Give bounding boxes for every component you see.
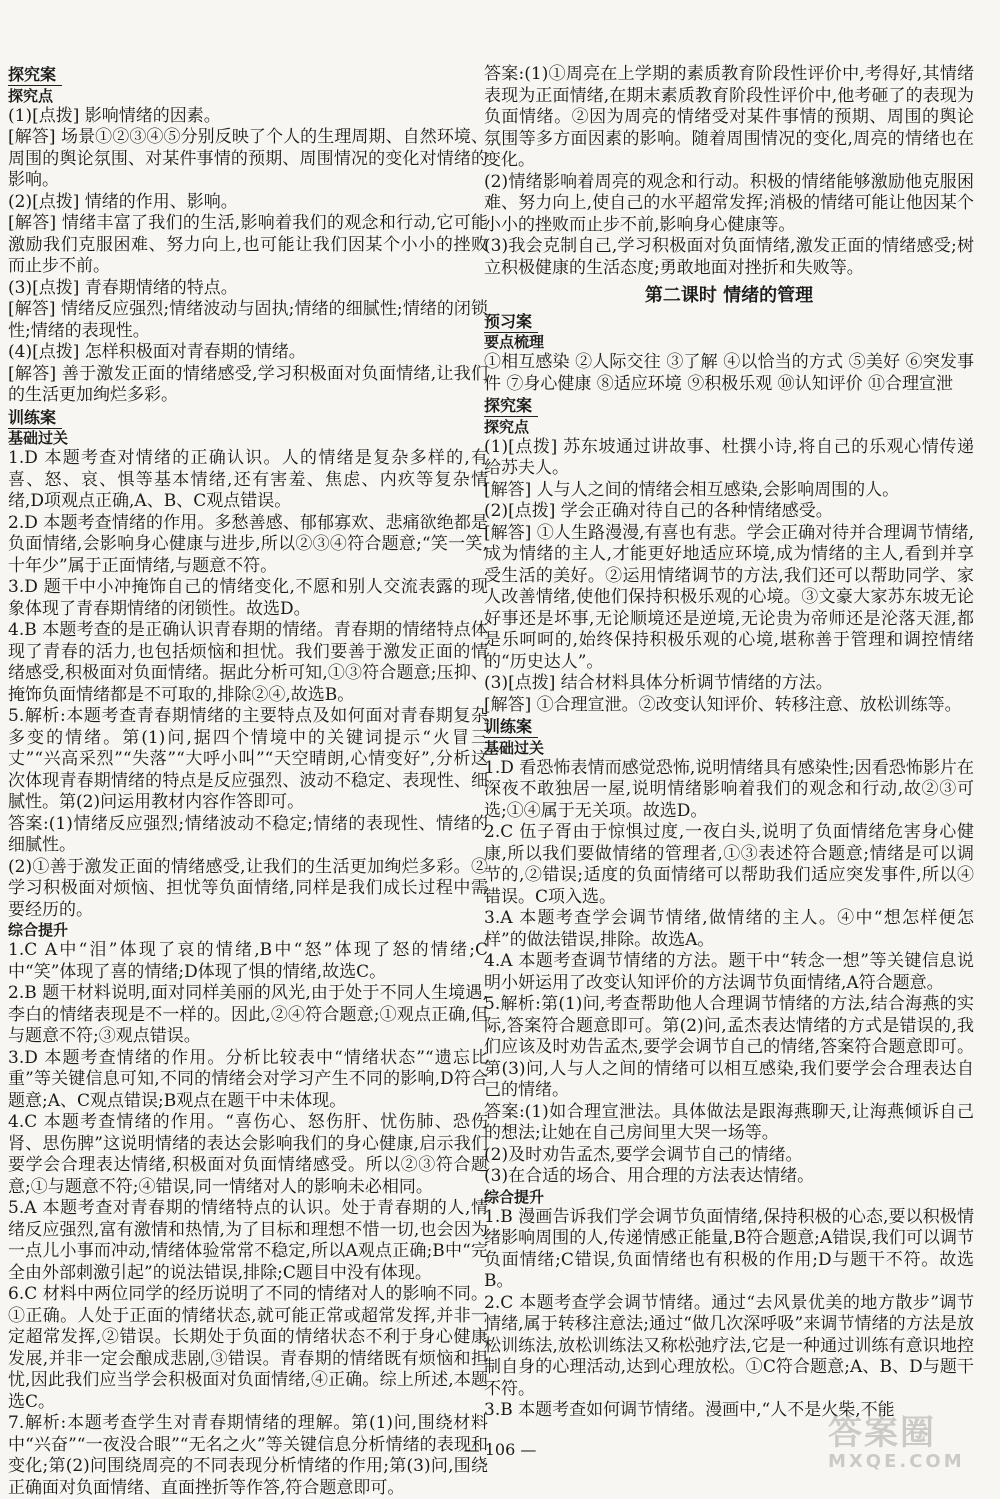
paragraph: 2.D 本题考查情绪的作用。多愁善感、郁郁寡欢、悲痛欲绝都是负面情绪,会影响身心健康与进步,所以②③④符合题意;“笑一笑,十年少”属于正面情绪,与题意不符。 (8, 512, 488, 576)
paragraph: 3.D 本题考查情绪的作用。分析比较表中“情绪状态”“遗忘比重”等关键信息可知,不同的情绪会对学习产生不同的影响,D符合题意;A、C观点错误;B观点在题干中未体现。 (8, 1047, 488, 1111)
paragraph: (3)[点拨] 青春期情绪的特点。 (8, 277, 238, 298)
paragraph: [解答] ①合理宣泄。②改变认知评价、转移注意、放松训练等。 (484, 694, 962, 715)
paragraph: [解答] 情绪反应强烈;情绪波动与固执;情绪的细腻性;情绪的闭锁性;情绪的表现性。 (8, 299, 488, 341)
paragraph: [解答] 善于激发正面的情绪感受,学习积极面对负面情绪,让我们的生活更加绚烂多彩。 (8, 363, 488, 405)
paragraph: (2)及时劝告孟杰,要学会调节自己的情绪。 (484, 1144, 803, 1165)
watermark-logo (828, 1415, 988, 1477)
paragraph: 1.C A中“泪”体现了哀的情绪,B中“怒”体现了怒的情绪;C中“笑”体现了喜的情绪;D体现了惧的情绪,故选C。 (8, 940, 488, 982)
subsection-heading: 综合提升 (8, 921, 69, 939)
paragraph: 4.B 本题考查的是正确认识青春期的情绪。青春期的情绪特点体现了青春的活力,也包括烦恼和担忧。我们要善于激发正面的情绪感受,积极面对负面情绪。据此分析可知,①③符合题意;压抑、掩饰负面情绪都是不可取的,排除②④,故选B。 (8, 620, 488, 705)
paragraph: 2.C 本题考查学会调节情绪。通过“去风景优美的地方散步”调节情绪,属于转移注意法;通过“做几次深呼吸”来调节情绪的方法是放松训练法,放松训练法又称松弛疗法,它是一种通过训练有意识地控制自身的心理活动,达到心理放松。①C符合题意;A、B、D与题干不符。 (484, 1292, 974, 1399)
paragraph: [解答] 情绪丰富了我们的生活,影响着我们的观念和行动,它可能激励我们克服困难、努力向上,也可能让我们因某个小小的挫败而止步不前。 (8, 213, 488, 276)
subsection-heading: 基础过关 (484, 738, 545, 757)
section-heading: 探究案 (8, 65, 62, 86)
paragraph: [解答] ①人生路漫漫,有喜也有悲。学会正确对待并合理调节情绪,成为情绪的主人,才能更好地适应环境,成为情绪的主人,看到并享受生活的美好。②运用情绪调节的方法,我们还可以帮助同学、家人改善情绪,使他们保持积极乐观的心境。③文豪大家苏东坡无论好事还是坏事,无论顺境还是逆境,无论贵为帝师还是沦落天涯,都是乐呵呵的,始终保持积极乐观的心境,堪称善于管理和调控情绪的“历史达人”。 (484, 522, 974, 672)
right-column (484, 64, 974, 1422)
subsection-heading: 探究点 (8, 86, 54, 105)
left-column (8, 64, 488, 1499)
paragraph: 4.A 本题考查调节情绪的方法。题干中“转念一想”等关键信息说明小妍运用了改变认知评价的方法调节负面情绪,A符合题意。 (484, 951, 974, 993)
paragraph: (3)我会克制自己,学习积极面对负面情绪,激发正面的情绪感受;树立积极健康的生活态度;勇敢地面对挫折和失败等。 (484, 236, 974, 278)
paragraph: 2.B 题干材料说明,面对同样美丽的风光,由于处于不同人生境遇,李白的情绪表现是不一样的。因此,②④符合题意;①观点正确,但与题意不符;③观点错误。 (8, 983, 488, 1046)
section-heading: 训练案 (8, 408, 62, 429)
paragraph: 3.B 本题考查如何调节情绪。漫画中,“人不是火柴,不能 (484, 1400, 895, 1420)
paragraph: [解答] 场景①②③④⑤分别反映了个人的生理周期、自然环境、周围的舆论氛围、对某件事情的预期、周围情况的变化对情绪的影响。 (8, 127, 488, 190)
watermark-url: MXQE.COM (828, 1451, 965, 1472)
paragraph: 6.C 材料中两位同学的经历说明了不同的情绪对人的影响不同。①正确。人处于正面的情绪状态,就可能正常或超常发挥,并非一定超常发挥,②错误。长期处于负面的情绪状态不利于身心健康发展,并非一定会酿成悲剧,③错误。青春期的情绪既有烦恼和担忧,因此我们应当学会积极面对负面情绪,④正确。综上所述,本题选C。 (8, 1284, 488, 1412)
section-heading: 训练案 (484, 717, 538, 738)
paragraph: 5.A 本题考查对青春期的情绪特点的认识。处于青春期的人,情绪反应强烈,富有激情和热情,为了目标和理想不惜一切,也会因为一点儿小事而冲动,情绪体验常常不稳定,所以A观点正确;B中“完全由外部刺激引起”的说法错误,排除;C题目中没有体现。 (8, 1198, 488, 1283)
watermark-text: 答案圈 (828, 1413, 936, 1453)
section-heading: 探究案 (484, 396, 538, 417)
page-number: — 106 — (463, 1440, 537, 1459)
lesson-title: 第二课时 情绪的管理 (644, 285, 814, 306)
paragraph: (1)[点拨] 影响情绪的因素。 (8, 105, 221, 126)
paragraph: 1.B 漫画告诉我们学会调节负面情绪,保持积极的心态,要以积极情绪影响周围的人,传递情感正能量,B符合题意;A错误,我们可以调节负面情绪;C错误,负面情绪也有积极的作用;D与题干不符。故选B。 (484, 1206, 974, 1291)
paragraph: 5.解析:第(1)问,考查帮助他人合理调节情绪的方法,结合海燕的实际,答案符合题意即可。第(2)问,孟杰表达情绪的方式是错误的,我们应该及时劝告孟杰,要学会调节自己的情绪,答案符合题意即可。第(3)问,人与人之间的情绪可以相互感染,我们要学会合理表达自己的情绪。 (484, 994, 974, 1100)
paragraph: (2)①善于激发正面的情绪感受,让我们的生活更加绚烂多彩。②学习积极面对烦恼、担忧等负面情绪,同样是我们成长过程中需要经历的。 (8, 856, 488, 920)
paragraph: (2)[点拨] 学会正确对待自己的各种情绪感受。 (484, 501, 833, 521)
section-heading: 预习案 (484, 312, 538, 333)
paragraph: 5.解析:本题考查青春期情绪的主要特点及如何面对青春期复杂多变的情绪。第(1)问,据四个情境中的关键词提示“火冒三丈”“兴高采烈”“失落”“大呼小叫”“天空晴朗,心情变好”,分析这次体现青春期情绪的特点是反应强烈、波动不稳定、表现性、细腻性。第(2)问运用教材内容作答即可。 (8, 706, 488, 812)
paragraph: 答案:(1)如合理宣泄法。具体做法是跟海燕聊天,让海燕倾诉自己的想法;让她在自己房间里大哭一场等。 (484, 1101, 974, 1143)
paragraph: 1.D 本题考查对情绪的正确认识。人的情绪是复杂多样的,有喜、怒、哀、惧等基本情绪,还有害羞、焦虑、内疚等复杂情绪,D项观点正确,A、B、C观点错误。 (8, 448, 488, 511)
paragraph: (1)[点拨] 苏东坡通过讲故事、杜撰小诗,将自己的乐观心情传递给苏夫人。 (484, 436, 974, 478)
paragraph: 答案:(1)情绪反应强烈;情绪波动不稳定;情绪的表现性、情绪的细腻性。 (8, 813, 488, 855)
paragraph: 3.D 题干中小冲掩饰自己的情绪变化,不愿和别人交流表露的现象体现了青春期情绪的闭锁性。故选D。 (8, 577, 488, 619)
paragraph: 2.C 伍子胥由于惊惧过度,一夜白头,说明了负面情绪危害身心健康,所以我们要做情绪的管理者,①③表述符合题意;情绪是可以调节的,②错误;适度的负面情绪可以帮助我们适应突发事件,所以④错误。C项入选。 (484, 822, 974, 907)
paragraph: 1.D 看恐怖表情而感觉恐怖,说明情绪具有感染性;因看恐怖影片在深夜不敢独居一屋,说明情绪影响着我们的观念和行动,故②③可选;①④属于无关项。故选D。 (484, 757, 974, 821)
paragraph: (4)[点拨] 怎样积极面对青春期的情绪。 (8, 342, 306, 362)
paragraph: 答案:(1)①周亮在上学期的素质教育阶段性评价中,考得好,其情绪表现为正面情绪,在期末素质教育阶段性评价中,他考砸了的表现为负面情绪。②因为周亮的情绪受对某件事情的预期、周围的舆论氛围等多方面因素的影响。随着周围情况的变化,周亮的情绪也在变化。 (484, 64, 974, 170)
subsection-heading: 综合提升 (484, 1187, 545, 1206)
paragraph: [解答] 人与人之间的情绪会相互感染,会影响周围的人。 (484, 479, 900, 500)
paragraph: (3)在合适的场合、用合理的方法表达情绪。 (484, 1166, 815, 1186)
subsection-heading: 探究点 (484, 417, 530, 436)
subsection-heading: 要点梳理 (484, 333, 545, 351)
paragraph: 3.A 本题考查学会调节情绪,做情绪的主人。④中“想怎样便怎样”的做法错误,排除。故选A。 (484, 908, 974, 950)
paragraph: ①相互感染 ②人际交往 ③了解 ④以恰当的方式 ⑤美好 ⑥突发事件 ⑦身心健康 ⑧适应环境 ⑨积极乐观 ⑩认知评价 ⑪合理宣泄 (484, 352, 974, 394)
subsection-heading: 基础过关 (8, 429, 69, 447)
paragraph: 7.解析:本题考查学生对青春期情绪的理解。第(1)问,围绕材料中“兴奋”“一夜没合眼”“无名之火”等关键信息分析情绪的表现和变化;第(2)问围绕周亮的不同表现分析情绪的作用;第(3)问,围绕正确面对负面情绪、直面挫折等作答,符合题意即可。 (8, 1413, 488, 1498)
paragraph: (3)[点拨] 结合材料具体分析调节情绪的方法。 (484, 673, 833, 693)
paragraph: 4.C 本题考查情绪的作用。“喜伤心、怒伤肝、忧伤肺、恐伤肾、思伤脾”这说明情绪的表达会影响我们的身心健康,启示我们要学会合理表达情绪,积极面对负面情绪感受。所以②③符合题意;①与题意不符;④错误,同一情绪对人的影响未必相同。 (8, 1112, 488, 1197)
paragraph: (2)[点拨] 情绪的作用、影响。 (8, 191, 238, 212)
paragraph: (2)情绪影响着周亮的观念和行动。积极的情绪能够激励他克服困难、努力向上,使自己的水平超常发挥;消极的情绪可能让他因某个小小的挫败而止步不前,影响身心健康等。 (484, 171, 974, 235)
